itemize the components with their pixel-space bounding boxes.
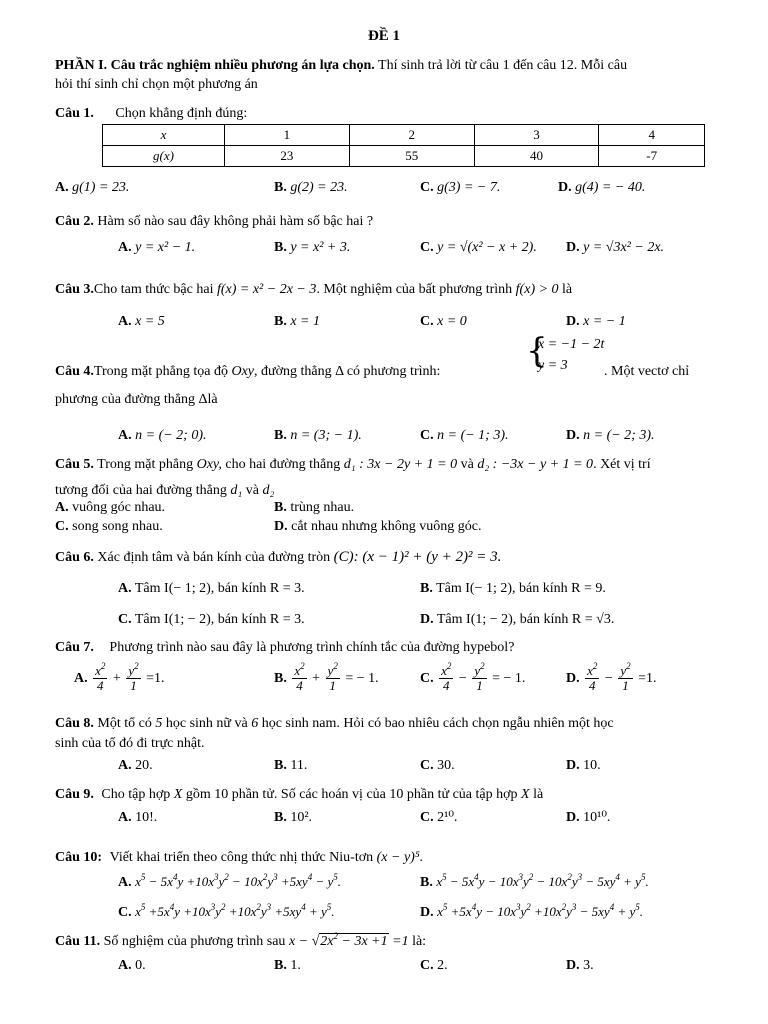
- option-text: x = 5: [135, 314, 165, 329]
- q7-option-d[interactable]: D. $\frac{x^2}{4}$ − $\frac{y^2}{1}$ =1.: [566, 661, 657, 694]
- q11-option-d[interactable]: [566, 958, 594, 974]
- q3-option-a[interactable]: [118, 314, 165, 330]
- q10-binomial: (x − y)⁵.: [376, 850, 424, 865]
- q6-option-d[interactable]: [420, 612, 614, 628]
- system-brace: {: [526, 331, 548, 371]
- q4-system-line1: x = −1 − 2t: [538, 337, 605, 352]
- q8-text: Một tổ có: [93, 716, 156, 731]
- table-cell: 3: [474, 125, 599, 146]
- q10-stem: [55, 850, 423, 866]
- q4-text: phương của đường thẳng: [55, 392, 199, 407]
- q10-label: Câu 10:: [55, 850, 103, 865]
- q8-text: học sinh nữ và: [162, 716, 252, 731]
- q2-label: Câu 2.: [55, 214, 94, 229]
- q5-oxy: Oxy,: [196, 457, 222, 472]
- q5-text: . Xét vị trí: [593, 457, 651, 472]
- option-text: Tâm I(1; − 2), bán kính R = 3.: [134, 612, 305, 627]
- option-letter: C.: [420, 180, 434, 195]
- fraction: $\frac{x^2}{4}$: [587, 661, 598, 694]
- table-cell: 40: [474, 146, 599, 167]
- option-text: song song nhau.: [68, 519, 163, 534]
- option-letter: C.: [420, 958, 434, 973]
- q9-stem: [55, 787, 543, 803]
- q9-text: là: [529, 787, 544, 802]
- q11-equation: $x - √2x^2 - 3x +1 =1$: [288, 931, 409, 949]
- q8-stem: [55, 716, 614, 732]
- fraction: $\frac{y^2}{1}$: [327, 661, 338, 694]
- option-letter: A.: [118, 240, 132, 255]
- q8-number: 5: [155, 716, 163, 731]
- option-letter: C.: [420, 758, 434, 773]
- part1-intro-text: Thí sinh trả lời từ câu 1 đến câu 12. Mỗi câu: [374, 58, 628, 73]
- option-letter: A.: [118, 875, 132, 890]
- q6-circle-equation: (C): (x − 1)² + (y + 2)² = 3.: [333, 549, 502, 565]
- table-cell: 23: [225, 146, 350, 167]
- q5-text: và: [242, 483, 263, 498]
- q9-set: X: [521, 787, 530, 802]
- option-text: 30.: [437, 758, 455, 773]
- q6-text: Xác định tâm và bán kính của đường tròn: [93, 550, 334, 565]
- option-letter: D.: [558, 180, 572, 195]
- q8-option-a[interactable]: [118, 758, 153, 774]
- fraction: $\frac{x^2}{4}$: [95, 661, 106, 694]
- q2-stem: [55, 214, 373, 230]
- option-text: $x^5 +5x^4y - 10x^3y^2 +10x^2y^3 - 5xy^4 + y^5$.: [437, 902, 643, 919]
- q6-option-a[interactable]: [118, 581, 305, 597]
- q5-text: cho hai đường thẳng: [221, 457, 344, 472]
- option-text: y = x² + 3.: [290, 240, 351, 255]
- option-letter: B.: [274, 958, 287, 973]
- option-text: 1.: [290, 958, 301, 973]
- q9-text: Cho tập hợp: [101, 787, 174, 802]
- option-letter: B.: [274, 671, 287, 686]
- q6-option-b[interactable]: [420, 581, 606, 597]
- q3-inequality: f(x) > 0: [515, 282, 559, 297]
- q9-set: X: [173, 787, 183, 802]
- q1-stem: [55, 106, 247, 122]
- option-letter: D.: [420, 905, 434, 920]
- option-letter: C.: [420, 314, 434, 329]
- table-cell: -7: [599, 146, 705, 167]
- q2-option-b[interactable]: [274, 240, 350, 256]
- q11-option-c[interactable]: [420, 958, 448, 974]
- q4-stem: [55, 364, 440, 380]
- option-text: cắt nhau nhưng không vuông góc.: [287, 519, 482, 534]
- q10-option-a[interactable]: [118, 874, 341, 891]
- option-text: g(2) = 23.: [290, 180, 348, 195]
- table-row: [103, 146, 705, 167]
- q5-stem: [55, 457, 651, 473]
- q11-stem: [55, 931, 427, 950]
- q8-option-c[interactable]: [420, 758, 455, 774]
- q9-option-d[interactable]: [566, 810, 610, 826]
- option-letter: A.: [118, 314, 132, 329]
- q3-text: là: [558, 282, 573, 297]
- q5-line-d1: d₁ : 3x − 2y + 1 = 0: [343, 457, 458, 472]
- option-text: 20.: [135, 758, 153, 773]
- q9-option-a[interactable]: [118, 810, 157, 826]
- q5-text: và: [457, 457, 478, 472]
- q5-option-a[interactable]: [55, 500, 165, 516]
- q2-option-d[interactable]: [566, 240, 664, 256]
- q9-text: phần tử của tập hợp: [403, 787, 522, 802]
- q4-text-end: . Một vectơ chỉ: [604, 364, 690, 379]
- q1-value-table: [102, 124, 705, 167]
- q10-option-b[interactable]: [420, 874, 649, 891]
- option-letter: B.: [274, 500, 287, 515]
- option-text: vuông góc nhau.: [68, 500, 166, 515]
- table-cell: 4: [599, 125, 705, 146]
- option-letter: D.: [566, 810, 580, 825]
- option-text: 3.: [583, 958, 594, 973]
- part1-intro: [55, 58, 627, 74]
- option-text: Tâm I(− 1; 2), bán kính R = 9.: [436, 581, 606, 596]
- q4-stem-line2: [55, 392, 218, 408]
- part1-heading: PHẦN I. Câu trắc nghiệm nhiều phương án lựa chọn.: [55, 58, 375, 73]
- option-text: 2.: [437, 958, 448, 973]
- option-text: y = √3x² − 2x.: [583, 240, 665, 255]
- q4-option-b[interactable]: [274, 428, 362, 444]
- q5-option-c[interactable]: [55, 519, 163, 535]
- q4-option-c[interactable]: [420, 428, 509, 444]
- q3-option-b[interactable]: [274, 314, 320, 330]
- option-letter: D.: [566, 671, 580, 686]
- q9-text: gồm: [182, 787, 215, 802]
- option-text: Tâm I(1; − 2), bán kính R = √3.: [436, 612, 615, 627]
- q4-delta: Δ: [335, 364, 344, 379]
- option-letter: A.: [118, 958, 132, 973]
- q2-text: Hàm số nào sau đây không phải hàm số bậc hai ?: [93, 214, 374, 229]
- option-text: g(1) = 23.: [72, 180, 130, 195]
- option-text: trùng nhau.: [286, 500, 355, 515]
- option-letter: A.: [55, 180, 69, 195]
- option-text: y = √(x² − x + 2).: [437, 240, 537, 255]
- q9-option-c[interactable]: [420, 810, 457, 826]
- option-text: $x^5 - 5x^4y - 10x^3y^2 - 10x^2y^3 - 5xy^4 + y^5$.: [436, 872, 649, 889]
- q4-option-a[interactable]: [118, 428, 207, 444]
- q4-text: có phương trình:: [343, 364, 441, 379]
- q7-option-a[interactable]: A. $\frac{x^2}{4}$ + $\frac{y^2}{1}$ =1.: [74, 661, 165, 694]
- q5-d1: d₁: [230, 483, 243, 498]
- q7-text: Phương trình nào sau đây là phương trình chính tắc của đường hypebol?: [109, 640, 515, 655]
- option-text: n = (3; − 1).: [290, 428, 362, 443]
- q4-oxy: Oxy: [231, 364, 254, 379]
- q9-number: 10: [214, 787, 229, 802]
- q5-label: Câu 5.: [55, 457, 94, 472]
- q5-stem-line2: [55, 483, 274, 499]
- q9-option-b[interactable]: [274, 810, 312, 826]
- q7-stem: [55, 640, 514, 656]
- q5-option-d[interactable]: [274, 519, 481, 535]
- option-text: 0.: [135, 958, 146, 973]
- q11-option-b[interactable]: [274, 958, 301, 974]
- option-text: n = (− 2; 0).: [135, 428, 207, 443]
- q6-label: Câu 6.: [55, 550, 94, 565]
- fraction: $\frac{y^2}{1}$: [128, 661, 139, 694]
- q1-option-d[interactable]: [558, 180, 645, 196]
- table-cell: 55: [349, 146, 474, 167]
- option-letter: C.: [118, 905, 132, 920]
- option-text: n = (− 1; 3).: [437, 428, 509, 443]
- option-text: $x^5 - 5x^4y +10x^3y^2 - 10x^2y^3 +5xy^4 - y^5$.: [135, 872, 341, 889]
- q8-text: học sinh nam. Hỏi có bao nhiêu cách chọn ngẫu nhiên một học: [258, 716, 614, 731]
- option-letter: A.: [118, 581, 132, 596]
- option-letter: B.: [274, 758, 287, 773]
- q4-text: , đường thẳng: [254, 364, 336, 379]
- q1-option-a[interactable]: [55, 180, 129, 196]
- q5-text: tương đối của hai đường thẳng: [55, 483, 231, 498]
- table-cell: 2: [349, 125, 474, 146]
- q4-system-line2: y = 3: [538, 358, 568, 373]
- q10-text: Viết khai triển theo công thức nhị thức Niu-tơn: [109, 850, 377, 865]
- table-cell: g(x): [103, 146, 225, 167]
- q4-label: Câu 4.: [55, 364, 94, 379]
- q10-option-c[interactable]: [118, 904, 334, 921]
- q5-d2: d₂: [262, 483, 275, 498]
- option-letter: C.: [55, 519, 69, 534]
- fraction: $\frac{x^2}{4}$: [294, 661, 305, 694]
- option-letter: D.: [566, 758, 580, 773]
- q1-text: Chọn khẳng định đúng:: [115, 106, 248, 121]
- option-letter: D.: [566, 314, 580, 329]
- q7-option-b[interactable]: B. $\frac{x^2}{4}$ + $\frac{y^2}{1}$ = − 1.: [274, 661, 379, 694]
- option-letter: D.: [274, 519, 288, 534]
- option-letter: A.: [74, 671, 88, 686]
- option-text: 10.: [583, 758, 601, 773]
- q5-text: Trong mặt phẳng: [93, 457, 197, 472]
- option-letter: B.: [420, 581, 433, 596]
- option-text: n = (− 2; 3).: [583, 428, 655, 443]
- q1-label: Câu 1.: [55, 106, 94, 121]
- option-letter: C.: [420, 428, 434, 443]
- option-letter: C.: [420, 671, 434, 686]
- option-letter: B.: [274, 240, 287, 255]
- q4-text: Trong mặt phẳng tọa độ: [93, 364, 232, 379]
- option-letter: A.: [55, 500, 69, 515]
- q11-text: là:: [408, 934, 427, 949]
- option-text: 10¹⁰.: [583, 810, 611, 825]
- option-text: y = x² − 1.: [135, 240, 196, 255]
- part1-intro-line2: hỏi thí sinh chỉ chọn một phương án: [55, 77, 258, 92]
- option-text: x = − 1: [583, 314, 626, 329]
- q5-option-b[interactable]: [274, 500, 354, 516]
- q2-option-c[interactable]: [420, 240, 537, 256]
- option-text: x = 1: [290, 314, 321, 329]
- option-letter: A.: [118, 428, 132, 443]
- table-cell: x: [103, 125, 225, 146]
- option-letter: D.: [566, 240, 580, 255]
- option-text: g(3) = − 7.: [437, 180, 501, 195]
- q3-text: Cho tam thức bậc hai: [93, 282, 217, 297]
- option-letter: B.: [274, 428, 287, 443]
- q10-option-d[interactable]: [420, 904, 643, 921]
- q3-polynomial: f(x) = x² − 2x − 3: [216, 282, 317, 297]
- fraction: $\frac{x^2}{4}$: [441, 661, 452, 694]
- option-text: g(4) = − 40.: [575, 180, 646, 195]
- option-letter: B.: [274, 810, 287, 825]
- q9-label: Câu 9.: [55, 787, 94, 802]
- q3-option-c[interactable]: [420, 314, 467, 330]
- option-letter: A.: [118, 810, 132, 825]
- q3-label: Câu 3.: [55, 282, 94, 297]
- q7-option-c[interactable]: C. $\frac{x^2}{4}$ − $\frac{y^2}{1}$ = − 1.: [420, 661, 526, 694]
- option-letter: B.: [420, 875, 433, 890]
- fraction: $\frac{y^2}{1}$: [474, 661, 485, 694]
- q5-line-d2: d₂ : −3x − y + 1 = 0: [477, 457, 594, 472]
- table-cell: 1: [225, 125, 350, 146]
- option-letter: C.: [118, 612, 132, 627]
- q9-number: 10: [389, 787, 404, 802]
- option-text: 11.: [290, 758, 308, 773]
- q3-text: . Một nghiệm của bất phương trình: [316, 282, 516, 297]
- option-text: 10².: [290, 810, 313, 825]
- option-letter: D.: [566, 428, 580, 443]
- q2-option-a[interactable]: [118, 240, 195, 256]
- option-letter: D.: [566, 958, 580, 973]
- q4-text: là: [207, 392, 218, 407]
- q8-stem-line2: sinh của tổ đó đi trực nhật.: [55, 736, 205, 751]
- option-text: $x^5 +5x^4y +10x^3y^2 +10x^2y^3 +5xy^4 + y^5$.: [135, 902, 335, 919]
- q1-option-b[interactable]: [274, 180, 348, 196]
- option-letter: C.: [420, 240, 434, 255]
- q6-option-c[interactable]: [118, 612, 305, 628]
- q9-text: phần tử. Số các hoán vị của: [228, 787, 390, 802]
- q6-stem: [55, 549, 501, 566]
- option-text: 10!.: [135, 810, 158, 825]
- q8-number: 6: [251, 716, 259, 731]
- q3-stem: [55, 282, 572, 298]
- fraction: $\frac{y^2}{1}$: [620, 661, 631, 694]
- q4-option-d[interactable]: [566, 428, 655, 444]
- option-letter: D.: [420, 612, 434, 627]
- q8-label: Câu 8.: [55, 716, 94, 731]
- q11-text: Số nghiệm của phương trình sau: [100, 934, 289, 949]
- option-letter: A.: [118, 758, 132, 773]
- page-title: ĐỀ 1: [367, 28, 401, 44]
- option-text: Tâm I(− 1; 2), bán kính R = 3.: [134, 581, 305, 596]
- q8-option-d[interactable]: [566, 758, 601, 774]
- q7-label: Câu 7.: [55, 640, 94, 655]
- option-text: 2¹⁰.: [437, 810, 458, 825]
- q1-option-c[interactable]: [420, 180, 500, 196]
- option-letter: B.: [274, 314, 287, 329]
- q11-option-a[interactable]: [118, 958, 146, 974]
- q3-option-d[interactable]: [566, 314, 626, 330]
- option-letter: B.: [274, 180, 287, 195]
- q11-label: Câu 11.: [55, 934, 101, 949]
- q8-option-b[interactable]: [274, 758, 307, 774]
- option-letter: C.: [420, 810, 434, 825]
- q4-delta: Δ: [198, 392, 208, 407]
- option-text: x = 0: [437, 314, 467, 329]
- table-row: [103, 125, 705, 146]
